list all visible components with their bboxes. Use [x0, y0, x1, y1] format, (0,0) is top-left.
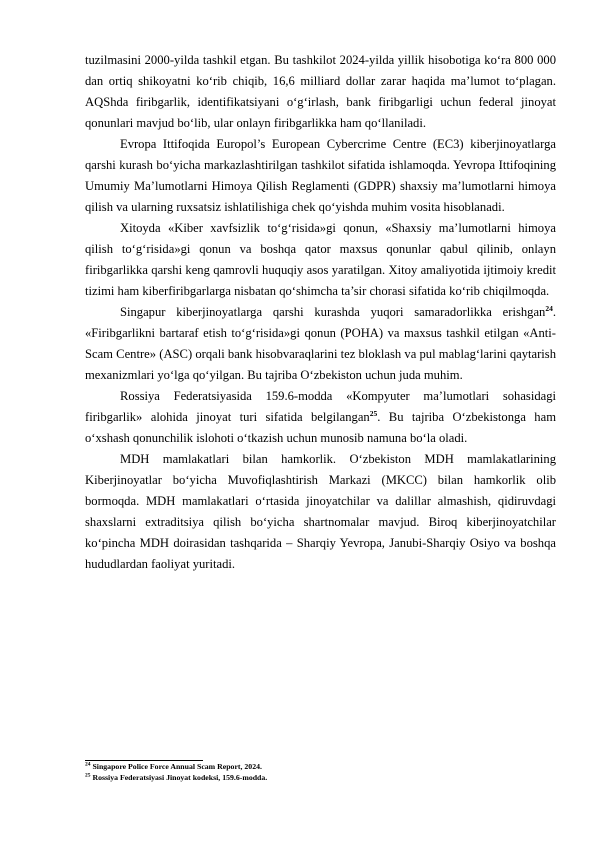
footnotes: [85, 762, 556, 783]
paragraph: [85, 302, 556, 386]
paragraph-text: MDH mamlakatlari bilan hamkorlik. O‘zbekiston MDH mamlakatlarining Kiberjinoyatlar bo‘yicha Muvofiqlashtirish Markazi (MKCC) bilan hamkorlik olib bormoqda. MDH mamlakatlari o‘rtasida jinoyatchilar va dalillar almashish, qidiruvdagi shaxslarni extraditsiya qilish bo‘yicha shartnomalar mavjud. Biroq kiberjinoyatchilar ko‘pincha MDH doirasidan tashqarida – Sharqiy Yevropa, Janubi-Sharqiy Osiyo va boshqa hududlardan faoliyat yuritadi.: [85, 452, 556, 571]
paragraph: [85, 218, 556, 302]
paragraph: [85, 134, 556, 218]
paragraph: [85, 386, 556, 449]
footnote-number: 24: [85, 761, 91, 768]
paragraph: [85, 449, 556, 575]
paragraph-text: Evropa Ittifoqida Europol’s European Cybercrime Centre (EC3) kiberjinoyatlarga qarshi kurash bo‘yicha markazlashtirilgan tashkilot sifatida ishlamoqda. Yevropa Ittifoqining Umumiy Ma’lumotlarni Himoya Qilish Reglamenti (GDPR) shaxsiy ma’lumotlarni himoya qilish va ularning ruxsatsiz ishlatilishiga chek qo‘yishda muhim vosita hisoblanadi.: [85, 137, 556, 214]
paragraph: [85, 50, 556, 134]
paragraph-text: Xitoyda «Kiber xavfsizlik to‘g‘risida»gi qonun, «Shaxsiy ma’lumotlarni himoya qilish to‘g‘risida»gi qonun va boshqa qator maxsus qonunlar qabul qilinib, onlayn firibgarlikka qarshi keng qamrovli huquqiy asos yaratilgan. Xitoy amaliyotida ijtimoiy kredit tizimi ham kiberfiribgarlarga nisbatan qo‘shimcha ta’sir chorasi sifatida ko‘rib chiqilmoqda.: [85, 221, 556, 298]
footnote-number: 25: [85, 771, 91, 778]
document-body: [85, 50, 556, 575]
footnote-reference[interactable]: 24: [545, 303, 553, 313]
footnote: [85, 773, 556, 784]
footnote-separator: [85, 760, 203, 761]
footnote-text: Rossiya Federatsiyasi Jinoyat kodeksi, 159.6-modda.: [90, 772, 268, 782]
paragraph-text: . Bu tajriba O‘zbekistonga ham o‘xshash qonunchilik islohoti o‘tkazish uchun munosib namuna bo‘la oladi.: [85, 410, 556, 445]
paragraph-text: tuzilmasini 2000-yilda tashkil etgan. Bu tashkilot 2024-yilda yillik hisobotiga ko‘ra 800 000 dan ortiq shikoyatni ko‘rib chiqib, 16,6 milliard dollar zarar haqida ma’lumot to‘plagan. AQShda firibgarlik, identifikatsiyani o‘g‘irlash, bank firibgarligi uchun federal jinoyat qonunlari mavjud bo‘lib, ular onlayn firibgarlikka ham qo‘llaniladi.: [85, 53, 556, 130]
paragraph-text: Rossiya Federatsiyasida 159.6-modda «Kompyuter ma’lumotlari sohasidagi firibgarlik» alohida jinoyat turi sifatida belgilangan: [85, 389, 556, 424]
paragraph-text: Singapur kiberjinoyatlarga qarshi kurashda yuqori samaradorlikka erishgan: [120, 305, 546, 319]
paragraph-text: . «Firibgarlikni bartaraf etish to‘g‘risida»gi qonun (POHA) va maxsus tashkil etilgan «Anti-Scam Centre» (ASC) orqali bank hisobvaraqlarini tez bloklash va pul mablag‘larini qaytarish mexanizmlari yo‘lga qo‘yilgan. Bu tajriba O‘zbekiston uchun juda muhim.: [85, 305, 556, 382]
footnote-text: Singapore Police Force Annual Scam Report, 2024.: [90, 762, 262, 771]
footnote: [85, 762, 556, 773]
footnote-reference[interactable]: 25: [369, 408, 378, 418]
